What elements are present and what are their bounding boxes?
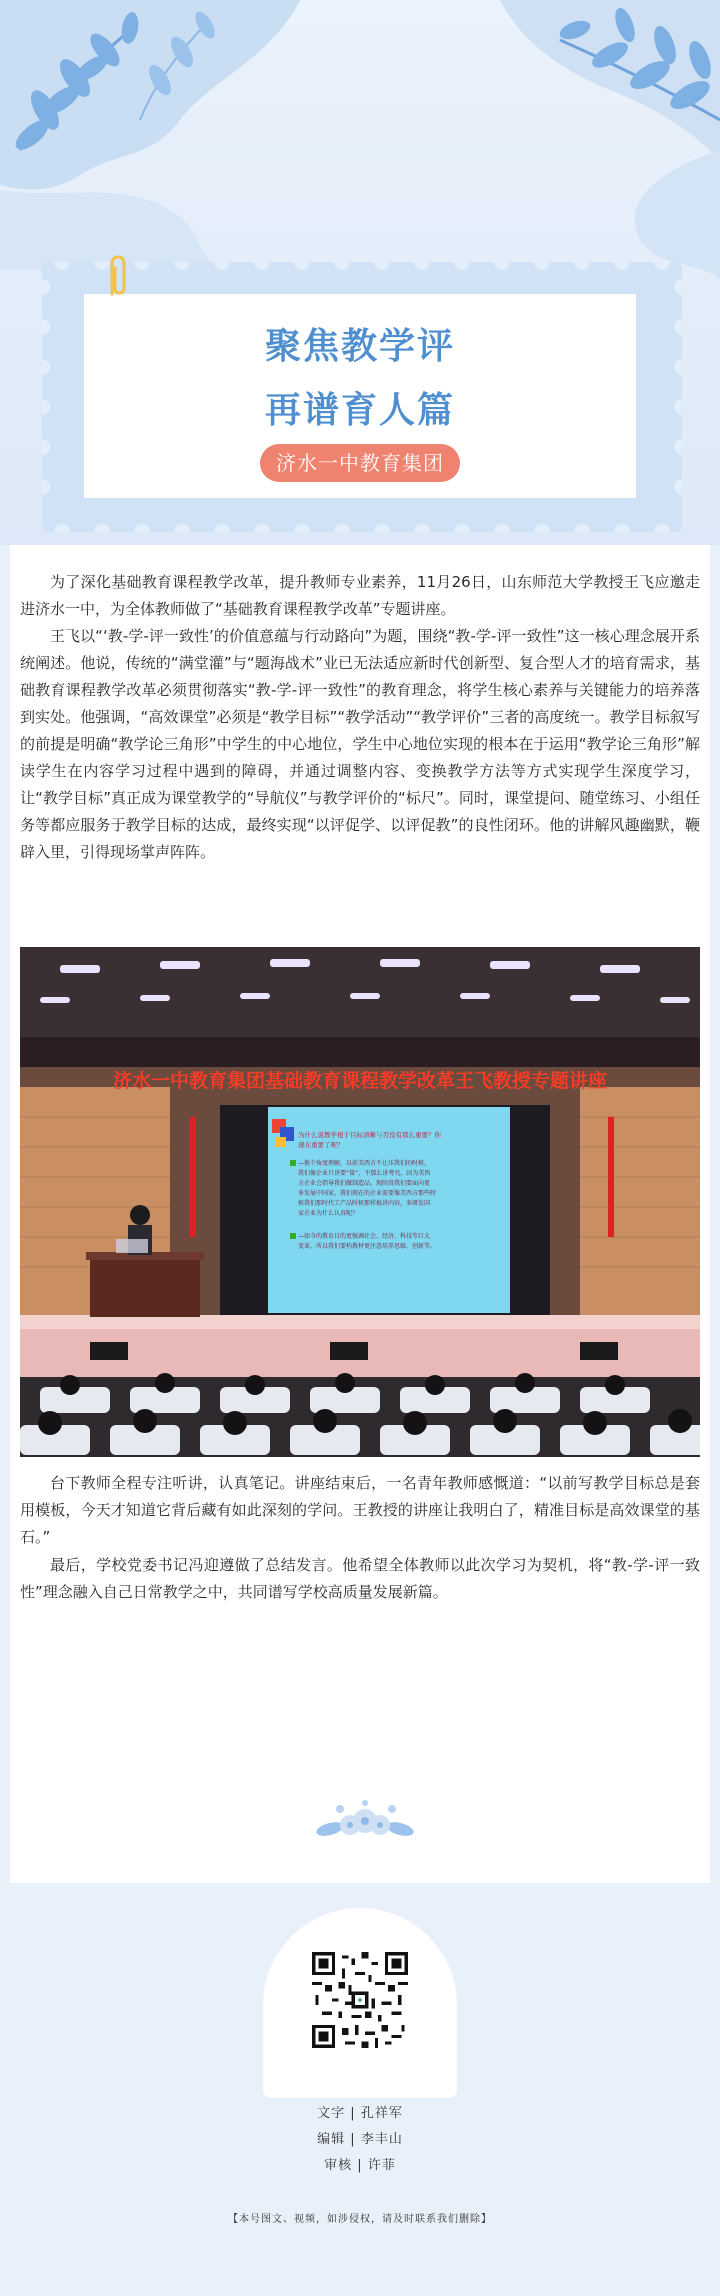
org-badge: 济水一中教育集团 [260,444,460,482]
paragraph-lecture: 王飞以“‘教-学-评一致性’的价值意蕴与行动路向”为题，围绕“教-学-评一致性”这一核心理念展开系统阐述。他说，传统的“满堂灌”与“题海战术”业已无法适应新时代创新型、复合型人才的培育需求，基础教育课程教学改革必须贯彻落实“教-学-评一致性”的教育理念，将学生核心素养与关键能力的培养落到实处。他强调，“高效课堂”必须是“教学目标”“教学活动”“教学评价”三者的高度统一。教学目标叙写的前提是明确“教学论三角形”中学生的中心地位，学生中心地位实现的根本在于运用“教学论三角形”解读学生在内容学习过程中遇到的障碍，并通过调整内容、变换教学方法等方式实现学生深度学习，让“教学目标”真正成为课堂教学的“导航仪”与教学评价的“标尺”。同时，课堂提问、随堂练习、小组任务等都应服务于教学目标的达成，最终实现“以评促学、以评促教”的良性闭环。他的讲解风趣幽默，鞭辟入里，引得现场掌声阵阵。 [20,627,700,861]
header-banner [0,0,720,545]
credit-edit: 编辑 | 李丰山 [317,2132,403,2147]
paragraph-audience: 台下教师全程专注听讲，认真笔记。讲座结束后，一名青年教师感慨道：“以前写教学目标总是套用模板，今天才知道它背后藏有如此深刻的学问。王教授的讲座让我明白了，精准目标是高效课堂的基石。” [20,1474,700,1546]
paragraph-closing: 最后，学校党委书记冯迎遵做了总结发言。他希望全体教师以此次学习为契机，将“教-学-评一致性”理念融入自己日常教学之中，共同谱写学校高质量发展新篇。 [20,1556,700,1601]
slide-line-5: 方企业会指导我们做制造品。现阶段我们要面向更 [298,1180,431,1187]
credit-text: 文字 | 孔祥军 [317,2106,403,2121]
lecture-photo [20,947,700,1457]
banner-text: 济水一中教育集团基础教育课程教学改革王飞教授专题讲座 [112,1070,608,1092]
slide-line-3: —换个角度理解，以前美西方不让压我们的时候， [298,1160,431,1167]
qr-card [263,1908,457,2098]
title-line-2: 再谱育人篇 [264,390,455,431]
paragraph-intro: 为了深化基础教育课程教学改革，提升教师专业素养，11月26日，山东师范大学教授王飞应邀走进济水一中，为全体教师做了“基础教育课程教学改革”专题讲座。 [20,573,700,618]
qr-code[interactable] [312,1952,408,2048]
copyright-notice: 【本号图文、视频，如涉侵权，请及时联系我们删除】 [228,2214,492,2225]
slide-line-1: 为什么说教学根于目标清晰与否没有那么重要？你 [298,1131,441,1139]
title-line-1: 聚焦教学评 [264,326,455,367]
article-body [10,545,710,1883]
slide-line-6: 多发展中国家，我们现在的企业需要像美西方那些时 [298,1190,437,1197]
slide-line-4: 我们像企业只讲要“量”，不那么讲考究，因为美西 [298,1170,431,1177]
slide-line-10: 变革，所以我们要构教材更注意培养思维、创新等。 [298,1243,437,1250]
slide-line-2: 现在重要了呢？ [298,1141,344,1149]
credit-review: 审核 | 许菲 [324,2158,396,2173]
slide-line-9: —如今的教育目的更强调社会、经济、科技等巨大 [298,1233,431,1240]
slide-line-8: 家企业为什么认真呢？ [298,1210,359,1217]
flower-divider-icon [310,1795,420,1851]
slide-line-7: 候我们那时代工产品时候那样搞讲内容，多研发国 [298,1200,431,1207]
paperclip-icon [104,254,130,298]
